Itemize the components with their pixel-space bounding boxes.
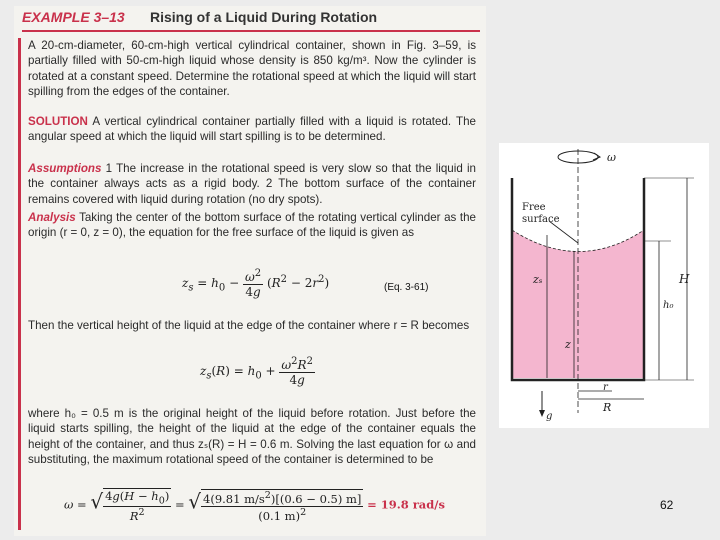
analysis-paragraph [28,210,476,241]
edge-height-equation: $z_s(R) = h_0$ + $\frac{\omega^2R^2}{4g}$ [200,356,313,387]
cylinder-diagram [499,143,709,428]
analysis-label: Analysis [28,211,76,224]
r-label: r [603,382,608,393]
omega-label: ω [607,151,616,164]
surface-label: surface [522,214,560,225]
assumptions-text: 1 The increase in the rotational speed is very slow so that the liquid in the container always acts as a rigid body. 2 The bottom surface of the container remains covered with liquid during rotation (no dry spots). [28,162,476,206]
solve-paragraph: where h₀ = 0.5 m is the original height of the liquid before rotation. Just before the liquid starts spilling, the height of the liquid at the edge of the container equals the height of the container, and thus zₛ(R) = H = 0.6 m. Solving the last equation for ω and substituting, the maximum rotational speed of the container is determined to be [28,407,476,467]
g-label: g [546,411,553,422]
solution-paragraph [28,114,476,145]
margin-rule [18,38,21,530]
H-label: H [679,272,690,286]
assumptions-label: Assumptions [28,162,102,175]
equation-reference: (Eq. 3-61) [384,282,429,293]
rotating-cylinder-figure [499,143,709,428]
zs-label: zₛ [533,273,543,286]
gravity-arrowhead [539,410,545,417]
page-number: 62 [660,498,674,512]
assumptions-paragraph [28,161,476,207]
free-surface-equation: $z_s = h_0$ − $\frac{\omega^2}{4g}$ $(R^2 - 2r^2)$ [182,268,330,299]
example-title: Rising of a Liquid During Rotation [150,9,378,25]
z-label: z [565,338,571,351]
edge-height-paragraph: Then the vertical height of the liquid at the edge of the container where r = R becomes [28,319,470,332]
problem-statement: A 20-cm-diameter, 60-cm-high vertical cylindrical container, shown in Fig. 3–59, is partially filled with 50-cm-high liquid whose density is 850 kg/m³. Now the cylinder is rotated at a constant speed. Determine the rotational speed at which the liquid will start spilling from the edges of the container. [28,39,476,99]
solution-text: A vertical cylindrical container partially filled with a liquid is rotated. The angular speed at which the liquid will start spilling is to be determined. [28,115,476,144]
analysis-text: Taking the center of the bottom surface of the rotating vertical cylinder as the origin (r = 0, z = 0), the equation for the free surface of the liquid is given as [28,211,476,240]
free-label: Free [522,202,546,213]
header-rule [22,30,480,32]
h0-label: h₀ [663,300,674,311]
result-value: = 19.8 rad/s [367,497,445,512]
omega-equation: ω = √ $\frac{4g(H - h_0)}{R^2}$ = √ $\frac{4(9.81 m/s^2)[(0.6 - 0.5) m]}{(0.1 m)^2}$ = 19.8 rad/s [64,489,445,524]
example-label: EXAMPLE 3–13 [22,9,125,25]
solution-label: SOLUTION [28,115,88,128]
rotation-arrowhead [593,153,600,160]
R-label: R [603,401,612,414]
